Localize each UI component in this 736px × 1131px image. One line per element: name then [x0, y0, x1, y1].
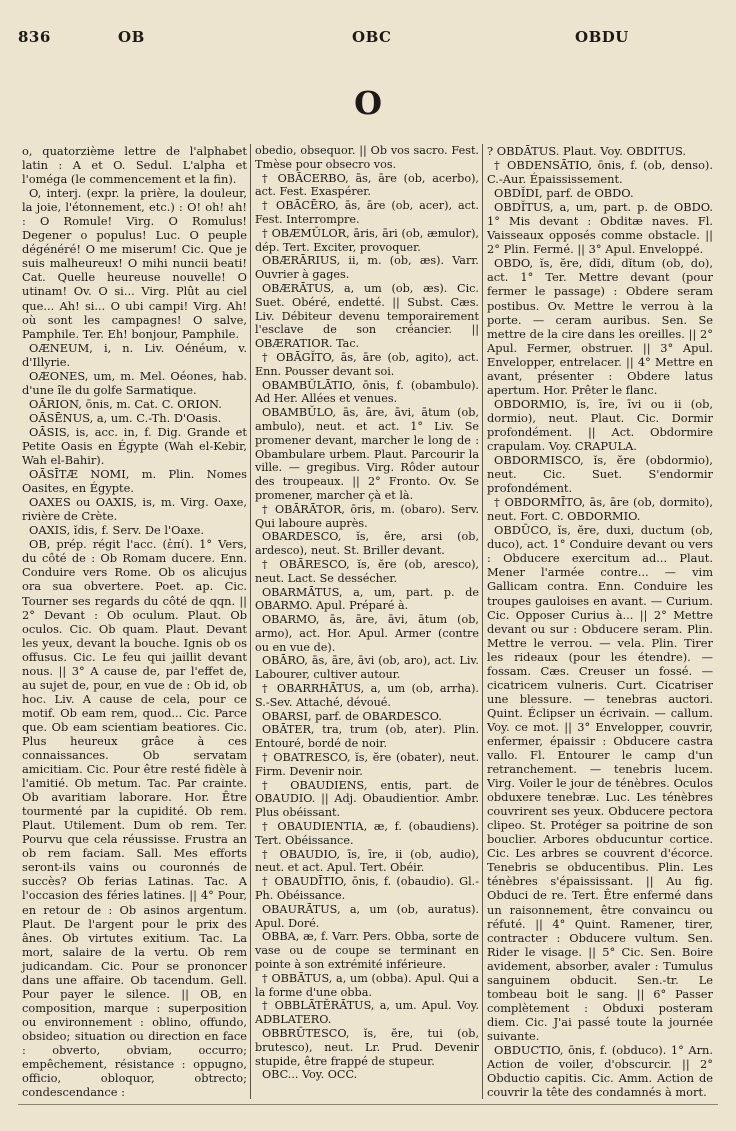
dictionary-entry: o, quatorzième lettre de l'alphabet latin : A et O. Sedul. L'alpha et l'oméga (le commencement et la fin).: [22, 144, 247, 187]
column-divider: [250, 144, 251, 1099]
dictionary-entry: OBARMO, ās, āre, āvi, ātum (ob, armo), act. Hor. Apul. Armer (contre ou en vue de).: [255, 613, 479, 654]
dictionary-entry: OBDŪCO, ĭs, ĕre, duxi, ductum (ob, duco), act. 1° Conduire devant ou vers : Obducere exercitum ad... Plaut. Mener l'armée contre... — vim Gallicam contra. Enn. Conduire les troupes gauloises en avant. — Curium. Cic. Opposer Curius à... || 2° Mettre devant ou sur : Obducere seram. Plin. Mettre le verrou. — vela. Plin. Tirer les rideaux (pour les étendre). — fossam. Cæs. Creuser un fossé. — cicatricem vulneris. Curt. Cicatriser une blessure. — tenebras auctori. Quint. Éclipser un écrivain. — callum. Voy. ce mot. || 3° Envelopper, couvrir, enfermer, épaissir : Obducere castra vallo. Fl. Entourer le camp d'un retranchement. — tenebris lucem. Virg. Voiler le jour de ténèbres. Oculos obduxere tenebræ. Luc. Les ténèbres couvrirent ses yeux. Obducere pectora clipeo. St. Protéger sa poitrine de son bouclier. Arbores obducuntur cortice. Cic. Les arbres se couvrent d'écorce. Tenebris se obducentibus. Plin. Les ténèbres s'épaississant. || Au fig. Obduci de re. Tert. Être enfermé dans un raisonnement, être convaincu ou réfuté. || 4° Quint. Ramener, tirer, contracter : Obducere vultum. Sen. Rider le visage. || 5° Cic. Sen. Boire avidement, absorber, avaler : Tumulus sanguinem obducit. Sen.-tr. Le tombeau boit le sang. || 6° Passer complètement : Obduxi posteram diem. Cic. J'ai passé toute la journée suivante.: [487, 523, 713, 1043]
dictionary-entry: OÆONES, um, m. Mel. Oéones, hab. d'une île du golfe Sarmatique.: [22, 368, 247, 397]
dictionary-entry: OBÆRĀTUS, a, um (ob, æs). Cic. Suet. Obéré, endetté. || Subst. Cæs. Liv. Débiteur devenu temporairement l'esclave de son créancier. || OBÆRATIOR. Tac.: [255, 281, 479, 351]
dictionary-entry: OAXIS, ĭdis, f. Serv. De l'Oaxe.: [29, 523, 205, 538]
dictionary-entry: † OBATRESCO, ĭs, ĕre (obater), neut. Firm. Devenir noir.: [255, 751, 479, 778]
guide-word-left: OB: [118, 28, 145, 46]
dictionary-entry: OBAMBŬLĀTIO, ōnis, f. (obambulo). Ad Her. Allées et venues.: [255, 378, 479, 406]
dictionary-entry: † OBĀRESCO, ĭs, ĕre (ob, aresco), neut. Lact. Se dessécher.: [255, 557, 479, 585]
dictionary-entry: O, interj. (expr. la prière, la douleur, la joie, l'étonnement, etc.) : O! oh! ah! : O Romule! Virg. O Romulus! Degener o populus! Luc. O peuple dégénéré! O me miserum! Cic. Que je suis malheureux! O mihi nuncii beati! Cat. Quelle heureuse nouvelle! O utinam! Ov. O si... Virg. Plût au ciel que... Ah! si... O ubi campi! Virg. Ah! où sont les campagnes! O salve, Pamphile. Ter. Eh! bonjour, Pamphile.: [22, 186, 247, 341]
dictionary-entry: OAXES ou OAXIS, is, m. Virg. Oaxe, rivière de Crète.: [22, 495, 247, 524]
dictionary-entry: † OBÆMŬLOR, āris, āri (ob, æmulor), dép. Tert. Exciter, provoquer.: [255, 226, 479, 254]
column-1: [22, 144, 247, 1099]
dictionary-entry: OĀRION, ōnis, m. Cat. C. ORION.: [29, 396, 222, 411]
dictionary-entry: † OBARRHĀTUS, a, um (ob, arrha). S.-Sev. Attaché, dévoué.: [255, 682, 479, 709]
dictionary-entry: OBDORMISCO, ĭs, ĕre (obdormio), neut. Cic. Suet. S'endormir profondément.: [487, 453, 713, 496]
dictionary-entry: OBC... Voy. OCC.: [262, 1068, 358, 1082]
column-3: [487, 144, 713, 1099]
dictionary-entry: OĀSĪTÆ NOMI, m. Plin. Nomes Oasites, en Égypte.: [22, 467, 247, 496]
dictionary-entry: † OBBĀTUS, a, um (obba). Apul. Qui a la forme d'une obba.: [255, 971, 479, 999]
dictionary-entry: † OBĀCERBO, ās, āre (ob, acerbo), act. Fest. Exaspérer.: [255, 171, 479, 199]
dictionary-entry: † OBAUDĪTIO, ōnis, f. (obaudio). Gl.-Ph. Obéissance.: [255, 875, 479, 903]
guide-word-center: OBC: [352, 28, 392, 46]
dictionary-entry: † OBAUDIENTIA, æ, f. (obaudiens). Tert. Obéissance.: [255, 820, 479, 847]
dictionary-entry: OĀSIS, is, acc. in, f. Dig. Grande et Petite Oasis en Égypte (Wah el-Kebir, Wah el-Bahir).: [22, 424, 247, 468]
page-number: 836: [18, 28, 51, 46]
dictionary-entry: † OBDORMĪTO, ās, āre (ob, dormito), neut. Fort. C. OBDORMIO.: [487, 495, 713, 524]
dictionary-entry: † OBAUDIO, īs, īre, ii (ob, audio), neut. et act. Apul. Tert. Obéir.: [255, 847, 479, 875]
bottom-rule: [18, 1104, 718, 1105]
dictionary-entry: † OBBLĀTĔRĀTUS, a, um. Apul. Voy. ADBLATERO.: [255, 999, 479, 1027]
dictionary-entry: † OBĀGĬTO, ās, āre (ob, agito), act. Enn. Pousser devant soi.: [255, 350, 479, 378]
column-divider: [482, 144, 483, 1099]
dictionary-entry: obedio, obsequor. || Ob vos sacro. Fest. Tmèse pour obsecro vos.: [255, 144, 479, 171]
dictionary-entry: OBARDESCO, ĭs, ĕre, arsi (ob, ardesco), neut. St. Briller devant.: [255, 530, 479, 558]
dictionary-entry: OÆNEUM, i, n. Liv. Oénéum, v. d'Illyrie.: [22, 340, 247, 369]
dictionary-entry: OBĀRO, ās, āre, āvi (ob, aro), act. Liv. Labourer, cultiver autour.: [255, 654, 479, 682]
dictionary-entry: OB, prép. régit l'acc. (ἐπί). 1° Vers, du côté de : Ob Romam ducere. Enn. Conduire vers Rome. Ob os alicujus ora sua obvertere. Poet. ap. Cic. Tourner ses regards du côté de qqn. || 2° Devant : Ob oculum. Plaut. Ob oculos. Cic. Ob quam. Plaut. Devant les yeux, devant la bouche. Ignis ob os offusus. Cic. Le feu qui jaillit devant nous. || 3° A cause de, par l'effet de, au sujet de, pour, en vue de : Ob id, ob hoc. Liv. A cause de cela, pour ce motif. Ob eam rem, quod... Cic. Parce que. Ob eam scientiam beatiores. Cic. Plus heureux grâce à ces connaissances. Ob servatam amicitiam. Cic. Pour être resté fidèle à l'amitié. Ob metum. Tac. Par crainte. Ob avaritiam laborare. Hor. Être tourmenté par la cupidité. Ob rem. Plaut. Utilement. Dum ob rem. Ter. Pourvu que cela réussisse. Frustra an ob rem faciam. Sall. Mes efforts seront-ils vains ou couronnés de succès? Ob ferias Latinas. Tac. A l'occasion des féries latines. || 4° Pour, en retour de : Ob asinos argentum. Plaut. De l'argent pour le prix des ânes. Ob virtutes exitium. Tac. La mort, salaire de la vertu. Ob rem judicandam. Cic. Pour se prononcer dans une affaire. Ob tacendum. Gell. Pour payer le silence. || OB, en composition, marque : superposition ou environnement : oblino, offundo, obsideo; situation ou direction en face : obverto, obviam, occurro; empêchement, résistance : oppugno, officio, obloquor, obtrecto; condescendance :: [22, 537, 247, 1100]
dictionary-entry: OBAMBŬLO, ās, āre, āvi, ātum (ob, ambulo), neut. et act. 1° Liv. Se promener devant, marcher le long de : Obambulare urbem. Plaut. Parcourir la ville. — gregibus. Virg. Rôder autour des troupeaux. || 2° Fronto. Ov. Se promener, marcher çà et là.: [255, 406, 479, 502]
dictionary-entry: OBDUCTIO, ōnis, f. (obduco). 1° Arn. Action de voiler, d'obscurcir. || 2° Obductio capitis. Cic. Amm. Action de couvrir la tête des condamnés à mort.: [487, 1043, 713, 1100]
dictionary-entry: OBDĬTUS, a, um, part. p. de OBDO. 1° Mis devant : Obditæ naves. Fl. Vaisseaux opposés comme obstacle. || 2° Plin. Fermé. || 3° Apul. Enveloppé.: [487, 200, 713, 257]
dictionary-entry: OBARMĀTUS, a, um, part. p. de OBARMO. Apul. Préparé à.: [255, 585, 479, 613]
dictionary-entry: ? OBDĀTUS. Plaut. Voy. OBDITUS.: [487, 144, 687, 158]
dictionary-entry: † OBĀRĀTOR, ōris, m. (obaro). Serv. Qui laboure auprès.: [255, 502, 479, 530]
dictionary-entry: OBÆRĀRIUS, ii, m. (ob, æs). Varr. Ouvrier à gages.: [255, 254, 479, 282]
dictionary-entry: † OBĀCĒRO, ās, āre (ob, acer), act. Fest. Interrompre.: [255, 199, 479, 226]
dictionary-entry: OBDORMIO, ĭs, īre, īvi ou ii (ob, dormio), neut. Plaut. Cic. Dormir profondément. || Act. Obdormire crapulam. Voy. CRAPULA.: [487, 396, 713, 453]
dictionary-entry: † OBDENSĀTIO, ōnis, f. (ob, denso). C.-Aur. Épaississement.: [487, 158, 713, 187]
dictionary-entry: OBDĬDI, parf. de OBDO.: [494, 186, 634, 201]
dictionary-entry: OBAURĀTUS, a, um (ob, auratus). Apul. Doré.: [255, 902, 479, 930]
dictionary-entry: OBBA, æ, f. Varr. Pers. Obba, sorte de vase ou de coupe se terminant en pointe à son extrémité inférieure.: [255, 930, 479, 972]
dictionary-entry: OBĀTER, tra, trum (ob, ater). Plin. Entouré, bordé de noir.: [255, 723, 479, 751]
dictionary-entry: OBBRŪTESCO, ĭs, ĕre, tui (ob, brutesco), neut. Lr. Prud. Devenir stupide, être frappé de stupeur.: [255, 1027, 479, 1068]
dictionary-entry: OĀSĒNUS, a, um. C.-Th. D'Oasis.: [29, 410, 222, 425]
dictionary-entry: OBDO, ĭs, ĕre, dĭdi, dĭtum (ob, do), act. 1° Ter. Mettre devant (pour fermer le passage) : Obdere seram postibus. Ov. Mettre le verrou à la porte. — ceram auribus. Sen. Se mettre de la cire dans les oreilles. || 2° Apul. Fermer, obstruer. || 3° Apul. Envelopper, entrelacer. || 4° Mettre en avant, présenter : Obdere latus apertum. Hor. Prêter le flanc.: [487, 256, 713, 397]
column-2: [255, 144, 479, 1082]
guide-word-right: OBDU: [575, 28, 629, 46]
section-letter: O: [354, 84, 382, 122]
dictionary-entry: OBARSI, parf. de OBARDESCO.: [262, 709, 442, 723]
dictionary-entry: † OBAUDIENS, entis, part. de OBAUDIO. || Adj. Obaudientior. Ambr. Plus obéissant.: [255, 778, 479, 820]
